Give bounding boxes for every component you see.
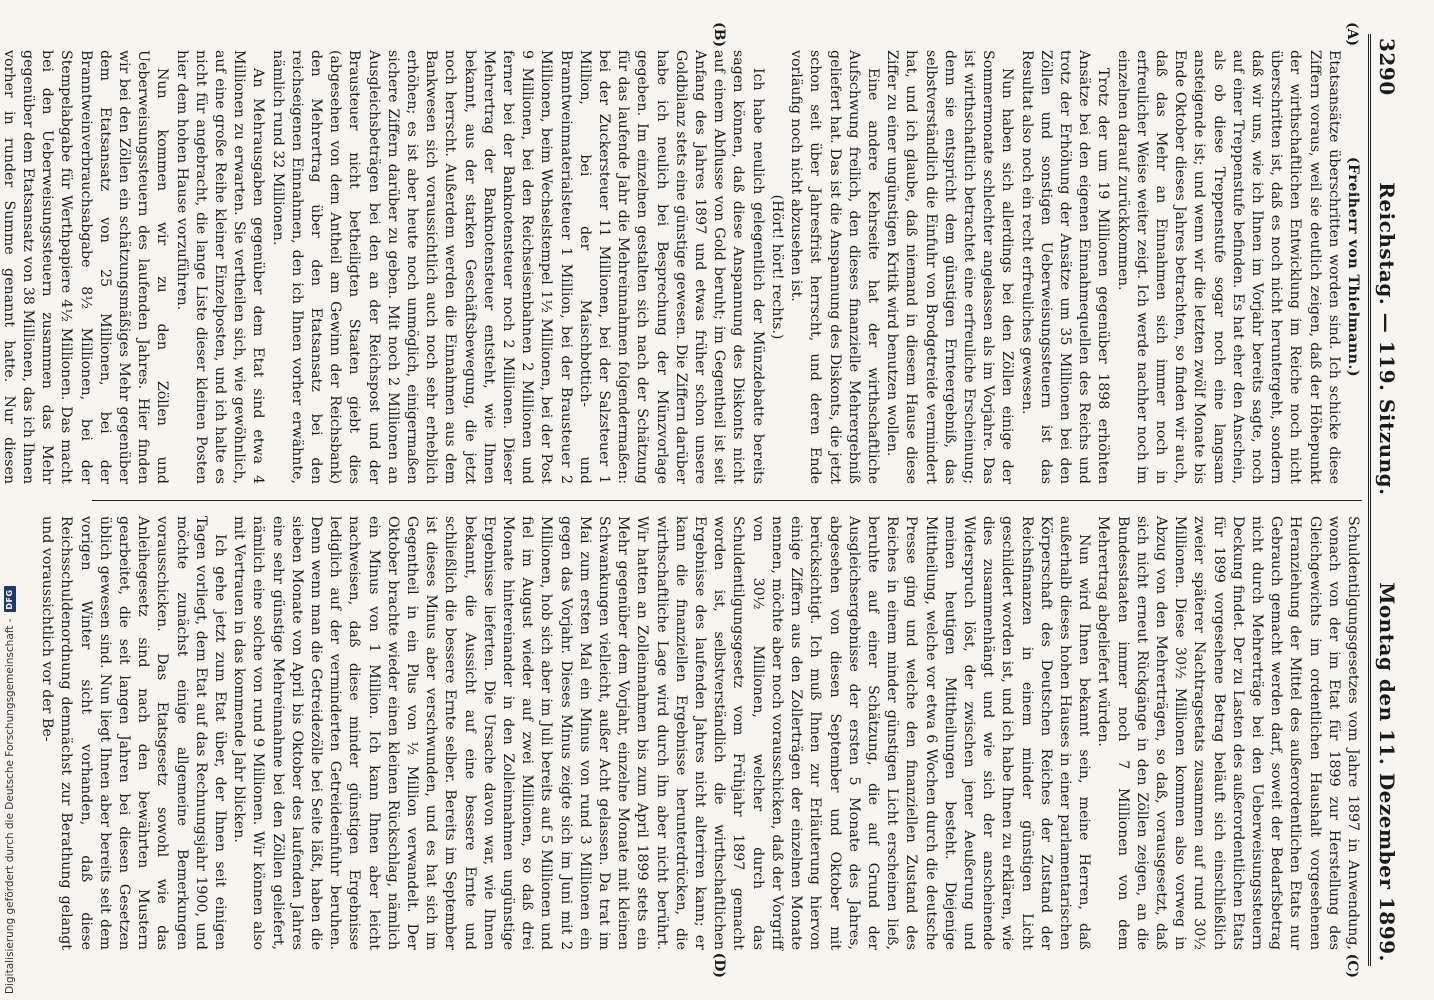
left-column (0, 34, 1362, 500)
left-paragraph: Trotz der um 19 Millionen gegenüber 1898 erhöhten Ansätze bei den eigenen Einnahmequellen des Reichs und trotz der Erhöhung der Ansätze um 35 Millionen bei den Zöllen und sonstigen Ueberweisungssteuern ist das Resultat also noch ein recht erfreuliches gewesen. (1018, 50, 1112, 484)
left-paragraph: Eine andere Kehrseite hat der wirthschaftliche Aufschwung freilich, den dieses finanzielle Mehrergebniß geliefert hat. Das ist die Anspannung des Diskonts, die jetzt schon seit über Jahresfrist herrscht, und deren Ende vorläufig noch nicht abzusehen ist. (788, 50, 881, 484)
speaker-name: (Freiherr von Thielmann.) (1345, 156, 1361, 378)
margin-marker-a: (A) (1344, 22, 1360, 47)
dfg-logo-icon: DFG (4, 586, 16, 612)
left-paragraph: An Mehrausgaben gegenüber dem Etat sind etwa 4 Millionen zu erwarten. Sie vertheilen sich, wie gewöhnlich, auf eine große Reihe kleiner Einzelposten, und ich halte es nicht für angebracht, die lange Liste dieser kleinen Posten hier dem hohen Hause vorzuführen. (173, 50, 267, 484)
margin-marker-b: (B) (711, 22, 727, 48)
left-paragraph: Ich habe neulich gelegentlich der Münzdebatte bereits sagen können, daß diese Anspannung des Diskonts nicht auf einem Abflusse von Gold beruht; im Gegentheil ist seit Anfang des Jahres 1897 und etwas früher schon unsere Goldbilanz stets eine günstige gewesen. Die Ziffern darüber habe ich neulich bei Besprechung der Münzvorlage gegeben. Im einzelnen gestalten sich nach der Schätzung für das laufende Jahr die Mehreinnahmen folgendermaßen: bei der Zuckersteuer 11 Millionen, bei der Salzsteuer 1 Million, bei der Maischbottich- und Branntweinmaterialsteuer 1 Million, bei der Brausteuer 2 Millionen, beim Wechselstempel 1½ Millionen, bei der Post 9 Millionen, bei den Reichseisenbahnen 2 Millionen und ferner bei der Banknotensteuer noch 2 Millionen. Dieser Mehrertrag der Banknotensteuer entsteht, wie Ihnen bekannt, aus der starken Geschäftsbewegung, die jetzt noch herrscht. Außerdem werden die Einnahmen aus dem Bankwesen sich voraussichtlich auch noch sehr erheblich erhöhen; es ist aber heute noch unmöglich, einigermaßen sichere Ziffern darüber zu geben. Mit noch 2 Millionen an Ausgleichsbeträgen bei den an der Reichspost und der Brausteuer nicht betheiligten Staaten giebt dies (abgesehen von dem Antheil am Gewinn der Reichsbank) den Mehrertrag über den Etatsansatz bei den reichseigenen Einnahmen, den ich Ihnen vorher erwähnte, nämlich rund 32 Millionen. (269, 50, 766, 484)
session-date: Montag den 11. Dezember 1899. (1375, 582, 1399, 962)
right-column (39, 500, 1362, 966)
page-number: 3290 (1375, 38, 1399, 96)
margin-marker-c: (C) (1344, 953, 1360, 978)
left-paragraph: Nun haben sich allerdings bei den Zöllen einige der Sommermonate schlechter angelassen als im Vorjahre. Das ist wirthschaftlich betrachtet eine erfreuliche Erscheinung; denn sie entspricht dem günstigen Ernteergebniß, das selbstverständlich die Einfuhr von Brodgetreide vermindert hat, und ich glaube, daß niemand in diesem Hause diese Ziffer zu einer ungünstigen Kritik wird benutzen wollen. (884, 50, 1016, 484)
left-paragraph: Nun kommen wir zu den Zöllen und Ueberweisungssteuern des laufenden Jahres. Hier finden wir bei den Zöllen ein schätzungsmäßiges Mehr gegenüber dem Etatsansatz von 25 Millionen, bei der Branntweinverbrauchsabgabe 8½ Millionen, bei der Stempelabgabe für Werthpapiere 4½ Millionen. Das macht bei den Ueberweisungssteuern zusammen das Mehr gegenüber dem Etatsansatz von 38 Millionen, das ich Ihnen vorher in runder Summe genannt hatte. Nur diesen (0, 50, 171, 484)
column-divider (92, 500, 1362, 501)
right-paragraph: Nun wird Ihnen bekannt sein, meine Herren, daß außerhalb dieses hohen Hauses in einer parlamentarischen Körperschaft des Deutschen Reiches der Zustand der Reichsfinanzen in einem minder günstigen Licht geschildert worden ist, und ich habe Ihnen zu erklären, wie dies zusammenhängt und wie sich der anscheinende Widerspruch löst, der zwischen jener Aeußerung und meinen heutigen Mittheilungen besteht. Diejenige Mittheilung, welche vor etwa 6 Wochen durch die deutsche Presse ging und welche den finanziellen Zustand des Reiches in einem minder günstigen Licht erscheinen ließ, beruhte auf einer Schätzung, die auf Grund der Ausgleichsergebnisse der ersten 5 Monate des Jahres, abgesehen von diesen September und Oktober mit berücksichtigt. Ich muß Ihnen zur Erläuterung hiervon einige Ziffern aus den Zollerträgen der einzelnen Monate nennen, möchte aber noch vorausschicken, daß der Vorgriff von 30½ Millionen, welcher durch das Schuldentilgungsgesetz vom Frühjahr 1897 gemacht worden ist, selbstverständlich die wirthschaftlichen Ergebnisse des laufenden Jahres nicht alteriren kann; er kann die finanziellen Ergebnisse herunterdrücken, die wirthschaftliche Lage wird durch ihn aber nicht berührt. Wir hatten an Zolleinnahmen bis zum April 1899 stets ein Mehr gegenüber dem Vorjahr, einzelne Monate mit kleinen Schwankungen vielleicht, außer Acht gelassen. Da trat im Mai zum ersten Mal ein Minus von rund 3 Millionen ein gegen das Vorjahr. Dieses Minus zeigte sich im Juni mit 2 Millionen, hob sich aber im Juli bereits auf 5 Millionen und fiel im August wieder auf zwei Millionen, so daß drei Monate hintereinander in den Zolleinnahmen ungünstige Ergebnisse lieferten. Die Ursache davon war, wie Ihnen bekannt, die Aussicht auf eine bessere Ernte und schließlich die bessere Ernte selber. Bereits im September ist dieses Minus aber verschwunden, und es hat sich im Gegentheil in ein Plus von ½ Million verwandelt. Der Oktober brachte wieder einen kleinen Rückschlag, nämlich ein Minus von 1 Million. Ich kann Ihnen aber leicht nachweisen, daß diese minder günstigen Ergebnisse lediglich auf der verminderten Getreideeinfuhr beruhen. Denn wenn man die Getreidezölle bei Seite läßt, haben die sieben Monate von April bis Oktober des laufenden Jahres eine sehr günstige Mehreinnahme bei den Zöllen geliefert, nämlich eine solche von rund 9 Millionen. Wir können also mit Vertrauen in das kommende Jahr blicken. (231, 516, 1093, 950)
right-paragraph: Schuldentilgungsgesetzes vom Jahre 1897 in Anwendung, wonach von der im Etat für 1899 zur Herstellung des Gleichgewichts im ordentlichen Haushalt vorgesehenen Heranziehung der Mittel des außerordentlichen Etats nur Gebrauch gemacht werden darf, soweit der Bedarfsbetrag nicht durch Mehrerträge bei den Ueberweisungssteuern Deckung findet. Der zu Lasten des außerordentlichen Etats für 1899 vorgesehene Betrag beläuft sich einschließlich zweier späterer Nachtragsetats zusammen auf rund 30½ Millionen. Diese 30½ Millionen kommen also vorweg in Abzug von den Mehrerträgen, so daß, vorausgesetzt, daß sich nicht erneut Rückgänge in den Zöllen zeigen, an die Bundesstaaten immer noch 7 Millionen von dem Mehrertrag abgeliefert würden. (1095, 516, 1361, 950)
right-paragraph: Ich gehe jetzt zum Etat über, der Ihnen seit einigen Tagen vorliegt, dem Etat auf das Rechnungsjahr 1900, und möchte zunächst einige allgemeine Bemerkungen vorausschicken. Das Etatsgesetz sowohl wie das Anleihegesetz sind nach den bewährten Mustern gearbeitet, die seit langen Jahren bei diesen Gesetzen üblich gewesen sind. Nun liegt Ihnen aber bereits seit dem vorigen Winter sicht vorhanden, daß diese Reichsschuldenordnung demnächst zur Berathung gelangt und voraussichtlich vor der Be- (39, 516, 229, 950)
page-header (1368, 34, 1399, 966)
interjection: (Hört! hört! rechts.) (768, 194, 785, 340)
digitization-footer (2, 474, 18, 1000)
footer-text: Digitalisierung gefördert durch die Deutsche Forschungsgemeinschaft - (4, 618, 16, 994)
left-paragraph: Etatsansätze überschritten worden sind. Ich schicke diese Ziffern voraus, weil sie deutlich zeigen, daß der Höhepunkt der wirthschaftlichen Entwicklung im Reiche noch nicht überschritten ist, daß es noch nicht heruntergeht, sondern daß wir uns, wie ich Ihnen im Vorjahr bereits sagte, noch auf einer Treppenstufe befinden. Es hat eher den Anschein, als ob diese Treppenstufe sogar noch eine langsam ansteigende ist; und wenn wir die letzten zwölf Monate bis Ende Oktober dieses Jahres betrachten, so finden wir auch, daß das Mehr an Einnahmen sich immer noch in erfreulicher Weise weiter zeigt. Ich werde nachher noch im einzelnen darauf zurückkommen. (1114, 50, 1342, 484)
margin-marker-d: (D) (711, 952, 727, 978)
session-title: Reichstag. — 119. Sitzung. (1375, 182, 1399, 496)
